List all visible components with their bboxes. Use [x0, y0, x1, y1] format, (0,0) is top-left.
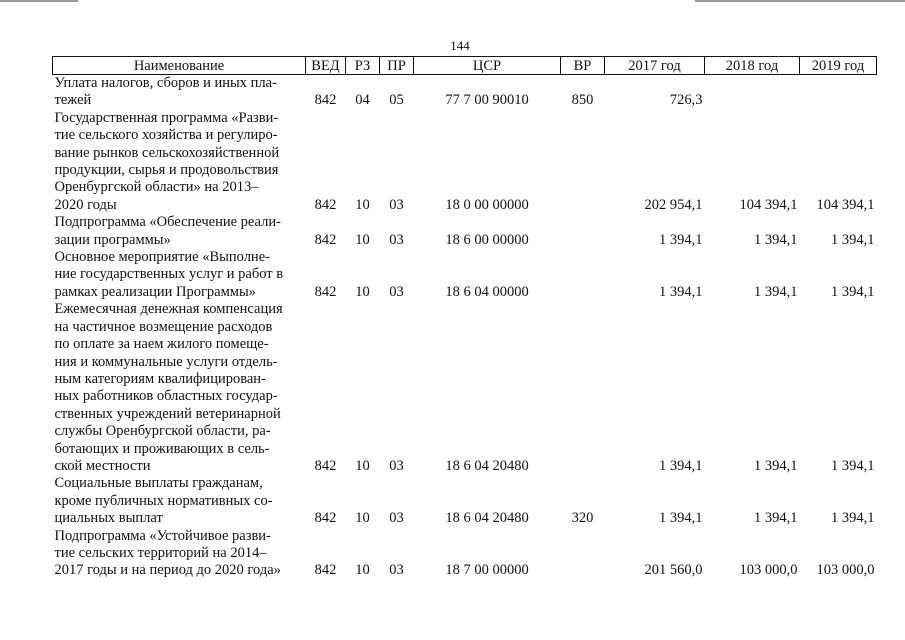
table-row	[53, 110, 877, 214]
header-2019: 2019 год	[800, 57, 877, 75]
row-name-line: тие сельского хозяйства и регулиро-	[54, 127, 278, 144]
row-ved: 842	[314, 283, 337, 300]
row-csr: 18 6 04 20480	[445, 510, 529, 527]
row-ved: 842	[314, 562, 337, 579]
row-rz: 04	[355, 92, 370, 109]
row-2019	[800, 75, 877, 110]
header-2017: 2017 год	[605, 57, 705, 75]
header-row	[53, 57, 877, 75]
row-name	[53, 528, 306, 580]
row-pr: 03	[389, 283, 404, 300]
row-name	[53, 110, 306, 214]
header-name: Наименование	[53, 57, 306, 75]
row-name-line: ственных учреждений ветеринарной	[54, 405, 281, 422]
row-2017: 202 954,1	[644, 196, 703, 213]
row-name-line: вание рынков сельскохозяйственной	[54, 144, 280, 161]
row-ved: 842	[314, 231, 337, 248]
row-rz: 10	[355, 510, 370, 527]
row-name-line: Основное мероприятие «Выполне-	[54, 249, 270, 266]
table-row	[53, 301, 877, 475]
row-2019: 1 394,1	[831, 510, 875, 527]
row-rz: 10	[355, 457, 370, 474]
row-name-line: ным категориям квалифицирован-	[54, 370, 266, 387]
row-name-line: ние государственных услуг и работ в	[54, 266, 284, 283]
row-name-line: кроме публичных нормативных со-	[54, 492, 273, 509]
header-pr: ПР	[380, 57, 414, 75]
row-2018	[705, 75, 800, 110]
row-2019: 103 000,0	[816, 562, 875, 579]
row-ved: 842	[314, 457, 337, 474]
row-name-line: продукции, сырья и продовольствия	[54, 162, 279, 179]
row-name-line: Подпрограмма «Обеспечение реали-	[54, 214, 281, 231]
table-row	[53, 528, 877, 580]
row-name-line: ботающих и проживающих в сель-	[54, 440, 270, 457]
page-number: 144	[450, 38, 470, 53]
row-2017: 726,3	[669, 92, 703, 109]
row-name-line: Социальные выплаты гражданам,	[54, 475, 263, 492]
row-vr	[561, 249, 605, 301]
row-pr: 03	[389, 196, 404, 213]
row-name	[53, 214, 306, 249]
row-2017: 1 394,1	[659, 231, 703, 248]
row-2019: 1 394,1	[831, 457, 875, 474]
row-name-line: зации программы»	[54, 231, 171, 248]
row-rz: 10	[355, 231, 370, 248]
row-name	[53, 249, 306, 301]
header-ved: ВЕД	[306, 57, 346, 75]
row-name-line: ской местности	[54, 457, 151, 474]
table-row	[53, 249, 877, 301]
row-name-line: Уплата налогов, сборов и иных пла-	[54, 75, 277, 91]
row-2018: 1 394,1	[754, 457, 798, 474]
row-2019: 1 394,1	[831, 283, 875, 300]
row-2018: 104 394,1	[739, 196, 798, 213]
row-vr	[561, 528, 605, 580]
scan-edge-line-right	[695, 0, 905, 2]
row-2018: 1 394,1	[754, 231, 798, 248]
row-name	[53, 475, 306, 527]
row-name-line: Ежемесячная денежная компенсация	[54, 301, 283, 318]
row-2018: 1 394,1	[754, 283, 798, 300]
table-body	[53, 75, 877, 580]
row-pr: 03	[389, 457, 404, 474]
row-vr	[561, 301, 605, 475]
row-2017: 1 394,1	[659, 457, 703, 474]
row-2018: 1 394,1	[754, 510, 798, 527]
row-pr: 03	[389, 510, 404, 527]
row-name-line: Оренбургской области» на 2013–	[54, 179, 259, 196]
header-csr: ЦСР	[414, 57, 561, 75]
row-csr: 77 7 00 90010	[445, 92, 529, 109]
row-vr	[561, 214, 605, 249]
row-2017: 1 394,1	[659, 510, 703, 527]
row-ved: 842	[314, 510, 337, 527]
row-vr	[561, 110, 605, 214]
row-pr: 03	[389, 231, 404, 248]
row-name-line: циальных выплат	[54, 510, 163, 527]
row-name-line: 2017 годы и на период до 2020 года»	[54, 562, 281, 579]
table-row	[53, 75, 877, 110]
row-name-line: службы Оренбургской области, ра-	[54, 423, 271, 440]
scan-edge-line-left	[0, 0, 78, 2]
table-row	[53, 475, 877, 527]
table-row	[53, 214, 877, 249]
row-name-line: Подпрограмма «Устойчивое разви-	[54, 527, 271, 544]
header-rz: РЗ	[346, 57, 380, 75]
row-name	[53, 301, 306, 475]
row-csr: 18 6 00 00000	[445, 231, 529, 248]
row-pr: 05	[389, 92, 404, 109]
row-name-line: по оплате за наем жилого помеще-	[54, 336, 269, 353]
row-2019: 104 394,1	[816, 196, 875, 213]
header-2018: 2018 год	[705, 57, 800, 75]
header-vr: ВР	[561, 57, 605, 75]
row-name	[53, 75, 306, 110]
row-name-line: на частичное возмещение расходов	[54, 318, 273, 335]
budget-table	[52, 56, 877, 580]
row-rz: 10	[355, 196, 370, 213]
row-vr: 850	[571, 92, 594, 109]
row-2017: 1 394,1	[659, 283, 703, 300]
row-rz: 10	[355, 283, 370, 300]
row-name-line: рамках реализации Программы»	[54, 283, 256, 300]
row-ved: 842	[314, 196, 337, 213]
row-name-line: тие сельских территорий на 2014–	[54, 544, 267, 561]
row-2018: 103 000,0	[739, 562, 798, 579]
row-csr: 18 6 04 20480	[445, 457, 529, 474]
row-rz: 10	[355, 562, 370, 579]
row-vr: 320	[571, 510, 594, 527]
row-name-line: тежей	[54, 92, 92, 109]
row-2019: 1 394,1	[831, 231, 875, 248]
row-ved: 842	[314, 92, 337, 109]
row-csr: 18 6 04 00000	[445, 283, 529, 300]
row-name-line: 2020 годы	[54, 196, 117, 213]
row-csr: 18 0 00 00000	[445, 196, 529, 213]
row-csr: 18 7 00 00000	[445, 562, 529, 579]
row-2017: 201 560,0	[644, 562, 703, 579]
row-name-line: ния и коммунальные услуги отдель-	[54, 353, 278, 370]
row-name-line: ных работников областных государ-	[54, 388, 278, 405]
row-pr: 03	[389, 562, 404, 579]
row-name-line: Государственная программа «Разви-	[54, 109, 279, 126]
